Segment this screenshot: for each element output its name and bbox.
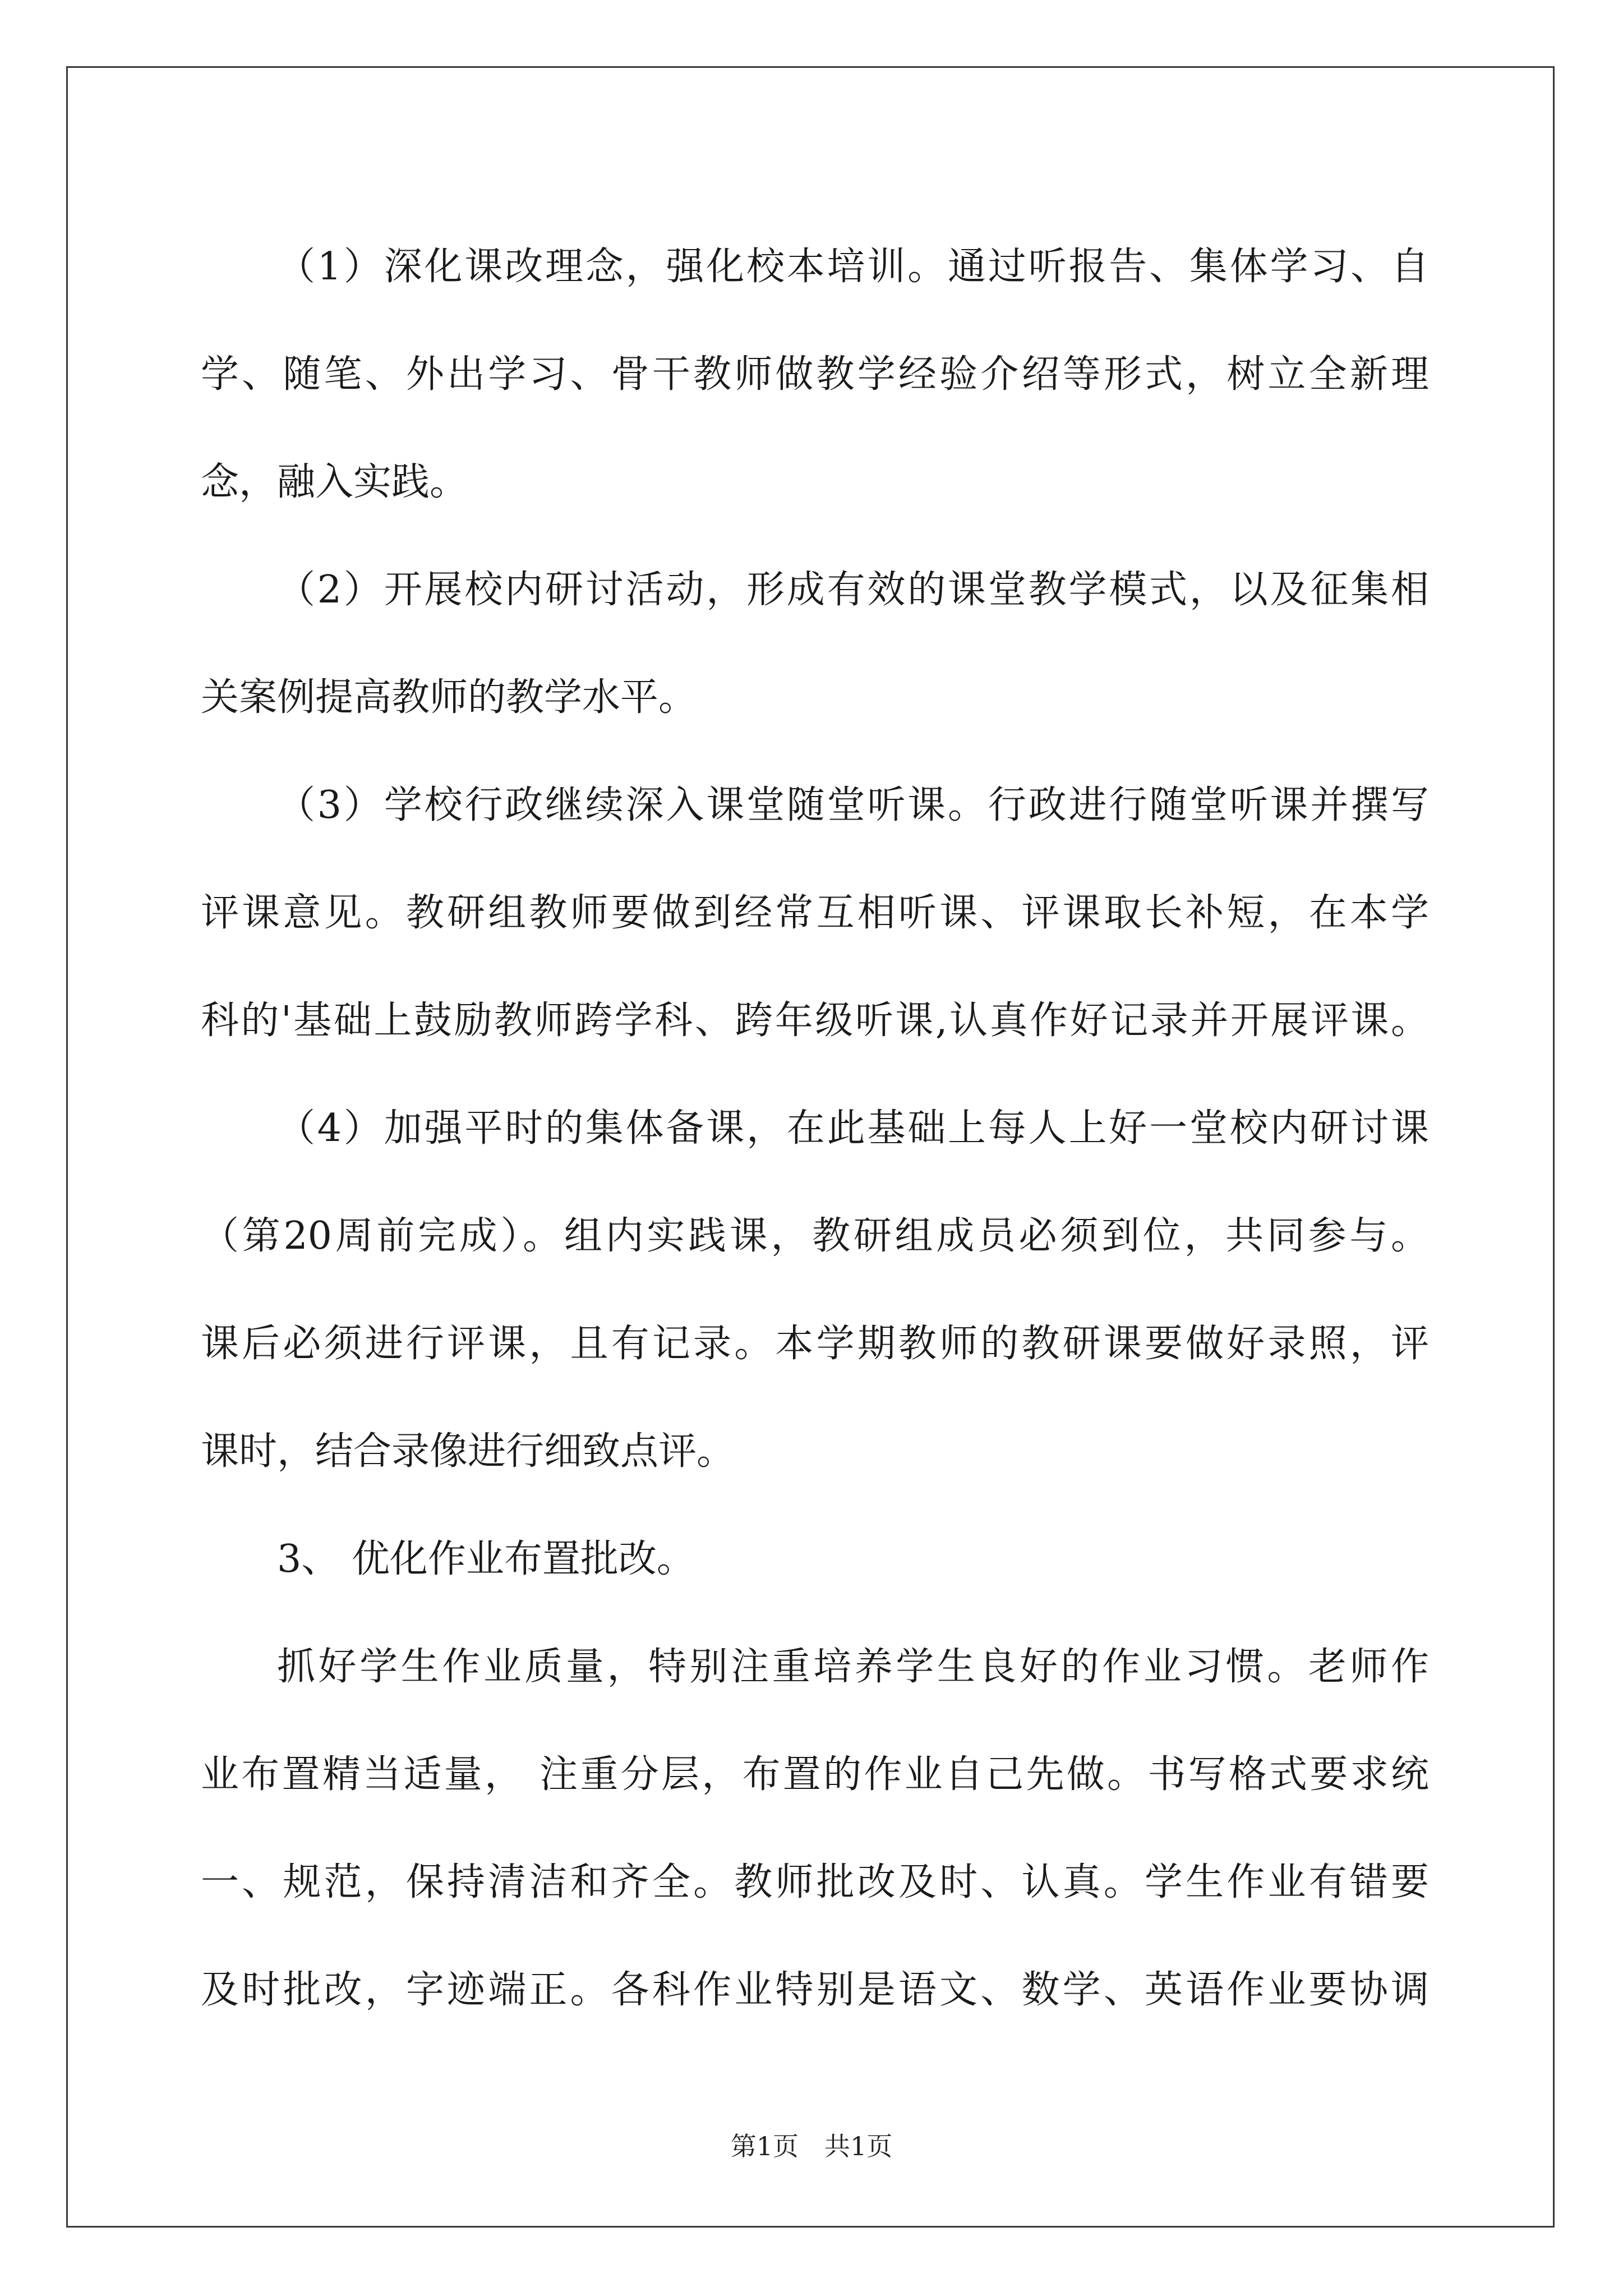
text-line: 评课意见。教研组教师要做到经常互相听课、评课取长补短，在本学 (201, 891, 1429, 935)
text-line: （4）加强平时的集体备课，在此基础上每人上好一堂校内研讨课 (277, 1106, 1429, 1151)
text-line: 及时批改，字迹端正。各科作业特别是语文、数学、英语作业要协调 (201, 1968, 1429, 2012)
text-line: 抓好学生作业质量，特别注重培养学生良好的作业习惯。老师作 (277, 1645, 1429, 1689)
text-line: 科的'基础上鼓励教师跨学科、跨年级听课,认真作好记录并开展评课。 (201, 999, 1429, 1043)
text-line: 业布置精当适量， 注重分层，布置的作业自己先做。书写格式要求统 (201, 1752, 1429, 1797)
text-line: 学、随笔、外出学习、骨干教师做教学经验介绍等形式，树立全新理 (201, 352, 1429, 397)
paragraph-3 (201, 752, 1429, 1075)
text-line: 课后必须进行评课，且有记录。本学期教师的教研课要做好录照，评 (201, 1322, 1429, 1366)
page-number-footer: 第1页 共1页 (730, 2131, 893, 2161)
document-body (201, 213, 1429, 2044)
text-line: 关案例提高教师的教学水平。 (201, 675, 697, 720)
text-line: 一、规范，保持清洁和齐全。教师批改及时、认真。学生作业有错要 (201, 1860, 1429, 1904)
text-line: （3）学校行政继续深入课堂随堂听课。行政进行随堂听课并撰写 (277, 783, 1429, 827)
text-line: （2）开展校内研讨活动，形成有效的课堂教学模式，以及征集相 (277, 568, 1429, 612)
section-heading-3 (201, 1506, 1429, 1613)
text-line: （第20周前完成）。组内实践课，教研组成员必须到位，共同参与。 (201, 1214, 1429, 1258)
text-line: 念，融入实践。 (201, 460, 468, 504)
section-heading-text: 3、 优化作业布置批改。 (277, 1537, 695, 1581)
paragraph-1 (201, 213, 1429, 536)
paragraph-2 (201, 536, 1429, 752)
paragraph-5 (201, 1613, 1429, 2044)
text-line: （1）深化课改理念，强化校本培训。通过听报告、集体学习、自 (277, 245, 1429, 289)
text-line: 课时，结合录像进行细致点评。 (201, 1429, 735, 1474)
paragraph-4 (201, 1075, 1429, 1506)
